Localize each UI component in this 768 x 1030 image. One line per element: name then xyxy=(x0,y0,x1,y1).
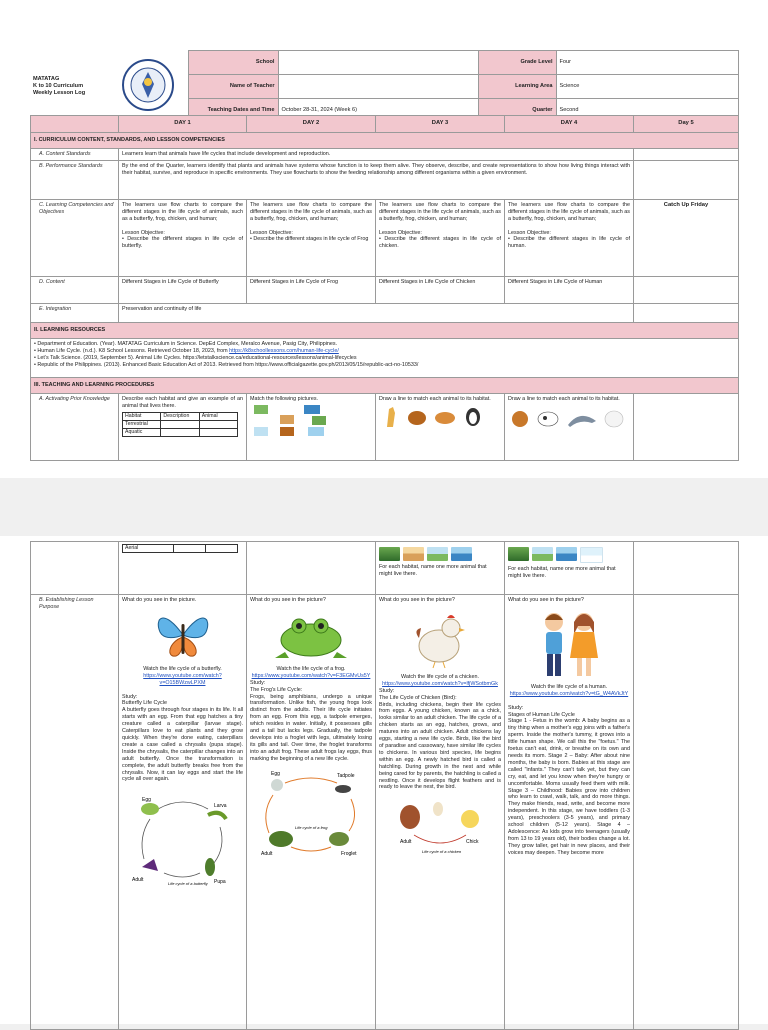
frog-icon xyxy=(271,608,351,662)
section-2-heading: II. LEARNING RESOURCES xyxy=(31,322,739,338)
competency-day-1: The learners use flow charts to compare the different stages in the life cycle of animals, such as a butterfly, frog, chicken, and human; Lesson Objective: • Describe the different stages in life cycle of butterfly. xyxy=(119,199,247,276)
habitat-thumbnails xyxy=(508,547,630,563)
dates-label: Teaching Dates and Time xyxy=(188,99,278,123)
school-value xyxy=(278,51,478,75)
stage-pupa: Pupa xyxy=(213,879,226,886)
stage-larva: Larva xyxy=(213,803,227,810)
matching-pictures-icon xyxy=(250,403,340,439)
lesson-log-table xyxy=(30,115,739,461)
integration-text: Preservation and continuity of life xyxy=(119,303,634,322)
content-day-2: Different Stages in Life Cycle of Frog xyxy=(247,276,376,303)
human-study-text: Stage 1 - Fetus in the womb: A baby begins as a tiny thing when a mother's egg joins with a father's sperm. Inside the mother's tummy, it grows into a little human shape. We call this the "foetus." The foetus can't eat, drink, or breathe on its own and needs its mom. Stage 2 – Baby: After about nine months, the baby is born. Babies at this stage are called "infants." They can't talk yet, but they can cry, eat, and let you know when they're hungry or uncomfortable. Moms usually feed them with milk. Stage 3 – Childhood: Babies grow into children who learn to crawl, walk, talk, and do more things. They make friends, read, write, and become more independent. In this stage, we have toddlers (1-3 years), preschoolers (3-5 years), and primary school children (5-12 years). Stage 4 – Adolescence: As kids grow into teenagers (usually from 13 to 19 years old), their bodies change a lot. They grow taller, get hair in new places, and their voices may deepen. They become more xyxy=(508,718,630,856)
content-standards-text: Learners learn that animals have life cycles that include development and reproduction. xyxy=(119,149,634,161)
ocean-habitat-icon xyxy=(451,547,472,561)
butterfly-study-text: A butterfly goes through four stages in its life. It all starts with an egg. From that egg hatches a tiny creature called a caterpillar (larvae stage). Caterpillars love to eat plants and they grow quickly. When they're done eating, caterpillars create a case called a chrysalis (pupa stage). Inside the chrysalis, the caterpillar changes into an adult butterfly. Once the transformation is complete, the adult butterfly breaks free from the chrysalis. Now, it can lay eggs and start the life cycle all over again. xyxy=(122,707,243,783)
animals-row-icon xyxy=(508,403,628,431)
establishing-day-3: What do you see in the picture? Watch the life cycle of a chicken. https://www.youtube.com/watch?v=lfjWSotbmGk Study: The Life Cycle of Chicken (Bird): Birds, including chickens, begin their life cycles from eggs. A young chicken, known as a chick, looks similar to an adult chicken. The life cycle of a chicken starts as an egg, hatches, grows, and matures into an adult chicken. Adult chickens lay eggs, starting a new life cycle. Birds, like the bird of paradise and cassowary, have similar life cycles to chickens. In various bird species, life begins within an egg. A newly hatched bird is called a hatchling. During growth in the nest and while being cared for by parents, the hatchling is called a nestling. Once it develops flight feathers and is ready to leave the nest, the bird. Adult Chick Life cycle of a chicken xyxy=(376,595,505,1030)
title-block xyxy=(30,51,108,123)
lesson-log-table-continued xyxy=(30,541,739,1030)
arctic-habitat-icon xyxy=(580,547,603,563)
resource-item: • Let’s Talk Science. (2019, September 5). Animal Life Cycles. https://letstalkscience.ca/educational-resources/lessons/animal-lifecycles xyxy=(34,354,357,361)
stage-adult: Adult xyxy=(131,877,143,884)
resource-item: • Department of Education. (Year). MATATAG Curriculum in Science. DepEd Complex, Meralco Avenue, Pasig City, Philippines. xyxy=(34,340,338,347)
activating-day-4: Draw a line to match each animal to its habitat. xyxy=(505,393,634,460)
establishing-day-4: What do you see in the picture? Watch the life cycle of a human. https://www.youtube.com/watch?v=tG_W4AVkJtY Study: Stages of Human Life Cycle Stage 1 - Fetus in the womb: A baby begins as a tiny thing when a mother's egg joins with a father's sperm. Inside the mother's tummy, it grows into a little human shape. We call this the "foetus." The foetus can't eat, drink, or breathe on its own and needs its mom. Stage 2 – Baby: After about nine months, the baby is born. Babies at this stage are called "infants." They can't talk yet, but they can cry, eat, and let you know when they're hungry or uncomfortable. Moms usually feed them with milk. Stage 3 – Childhood: Babies grow into children who learn to crawl, walk, talk, and do more things. They make friends, read, write, and become more independent. In this stage, we have toddlers (1-3 years), preschoolers (3-5 years), and primary school children (5-12 years). Stage 4 – Adolescence: As kids grow into teenagers (usually from 13 to 19 years old), their bodies change a lot. They grow taller, get hair in new places, and their voices may deepen. They become more xyxy=(505,595,634,1030)
establishing-label: B. Establishing Lesson Purpose xyxy=(31,595,119,1030)
stage-egg: Egg xyxy=(271,770,280,777)
integration-label: E. Integration xyxy=(31,303,119,322)
activating-day-1-cont xyxy=(119,542,247,595)
forest-habitat-icon xyxy=(379,547,400,561)
stage-egg: Egg xyxy=(141,797,151,804)
video-link[interactable]: https://www.youtube.com/watch?v=F3EGMvUs5Y xyxy=(251,672,371,679)
day-1-header: DAY 1 xyxy=(119,116,247,133)
svg-text:Life cycle of a chicken: Life cycle of a chicken xyxy=(422,849,462,855)
day-header-row xyxy=(31,116,739,133)
frog-study-text: Frogs, being amphibians, undergo a unique transformation. Unlike fish, the young frogs look distinct from the adults. Their life cycle initiates from an egg. From this egg, a tadpole emerges, which resides in water. Initially, it possesses gills and a tail but lacks legs. Gradually, the tadpole develops into a froglet with legs, ultimately losing its gills and tail. Over time, the froglet transforms into an adult frog. These adult frogs lay eggs, thus marking the beginning of a new life cycle. xyxy=(250,693,372,762)
activating-day-3: Draw a line to match each animal to its habitat. xyxy=(376,393,505,460)
chicken-life-cycle-diagram xyxy=(390,795,490,855)
section-3-heading: III. TEACHING AND LEARNING PROCEDURES xyxy=(31,377,739,393)
activating-day-2: Match the following pictures. xyxy=(247,393,376,460)
performance-standards-text: By the end of the Quarter, learners identify that plants and animals have systems whose function is to keep them alive. They observe, describe, and create representations to show how living things interact with their habitat, survive, and reproduce in specific environments. They use flowcharts to show the feeding relationship among different organisms within a given environment. xyxy=(119,160,634,199)
grade-value: Four xyxy=(556,51,738,75)
dates-value: October 28-31, 2024 (Week 6) xyxy=(278,99,478,123)
performance-standards-label: B. Performance Standards xyxy=(31,160,119,199)
ocean-habitat-icon xyxy=(556,547,577,561)
grassland-habitat-icon xyxy=(427,547,448,561)
frog-life-cycle-diagram xyxy=(255,767,367,859)
header-table xyxy=(30,50,739,123)
butterfly-life-cycle-diagram xyxy=(128,787,238,887)
resources-list xyxy=(31,338,739,377)
area-value: Science xyxy=(556,75,738,99)
activating-day-3-cont: For each habitat, name one more animal that might live there. xyxy=(376,542,505,595)
page-1 xyxy=(0,0,768,478)
page-2 xyxy=(0,536,768,1024)
video-link[interactable]: https://www.youtube.com/watch?v=O15BWzwLPXM xyxy=(143,672,222,686)
animals-row-icon xyxy=(379,403,499,429)
section-1-heading: I. CURRICULUM CONTENT, STANDARDS, AND LESSON COMPETENCIES xyxy=(31,133,739,149)
title-line-3: Weekly Lesson Log xyxy=(33,89,86,96)
competencies-label: C. Learning Competencies and Objectives xyxy=(31,199,119,276)
resource-item: • Human Life Cycle. (n.d.). K8 School Lessons. Retrieved October 18, 2023, from https://k8schoollessons.com/human-life-cycle/ xyxy=(34,347,339,354)
activating-label: A. Activating Prior Knowledge xyxy=(31,393,119,460)
activating-day-4-cont: For each habitat, name one more animal that might live there. xyxy=(505,542,634,595)
stage-chick: Chick xyxy=(466,839,479,846)
teacher-value xyxy=(278,75,478,99)
svg-text:Life cycle of a butterfly: Life cycle of a butterfly xyxy=(167,881,208,887)
area-label: Learning Area xyxy=(478,75,556,99)
quarter-value: Second xyxy=(556,99,738,123)
desert-habitat-icon xyxy=(403,547,424,561)
competency-day-4: The learners use flow charts to compare the different stages in the life cycle of animals, such as a butterfly, frog, chicken, and human; Lesson Objective: • Describe the different stages in life cycle of human. xyxy=(505,199,634,276)
establishing-day-1: What do you see in the picture. Watch the life cycle of a butterfly. https://www.youtube.com/watch?v=O15BWzwLPXM Study: Butterfly Life Cycle A butterfly goes through four stages in its life. It all starts with an egg. From that egg hatches a tiny creature called a caterpillar (larvae stage). Caterpillars love to eat plants and they grow quickly. When they're done eating, caterpillars create a case called a chrysalis (pupa stage). Inside the chrysalis, the caterpillar changes into an adult butterfly. Once the transformation is complete, the adult butterfly breaks free from the chrysalis. Now, it can lay eggs and start the life cycle all over again. Egg Larva Pupa Adult Life cycle of a butterfly xyxy=(119,595,247,1030)
competency-day-3: The learners use flow charts to compare the different stages in the life cycle of animals, such as a butterfly, frog, chicken, and human; Lesson Objective: • Describe the different stages in life cycle of chicken. xyxy=(376,199,505,276)
forest-habitat-icon xyxy=(508,547,529,561)
title-line-2: K to 10 Curriculum xyxy=(33,83,84,90)
deped-seal-icon xyxy=(121,58,175,112)
resource-link[interactable]: https://k8schoollessons.com/human-life-cycle/ xyxy=(229,347,339,354)
grassland-habitat-icon xyxy=(532,547,553,561)
grade-label: Grade Level xyxy=(478,51,556,75)
stage-froglet: Froglet xyxy=(341,850,357,857)
stage-tadpole: Tadpole xyxy=(337,772,355,779)
day-4-header: DAY 4 xyxy=(505,116,634,133)
content-day-1: Different Stages in Life Cycle of Butterfly xyxy=(119,276,247,303)
seal-cell xyxy=(108,51,188,123)
aerial-cell: Aerial xyxy=(123,545,174,553)
content-day-4: Different Stages in Life Cycle of Human xyxy=(505,276,634,303)
video-link[interactable]: https://www.youtube.com/watch?v=tG_W4AVkJtY xyxy=(509,690,629,697)
resource-item: • Republic of the Philippines. (2013). Enhanced Basic Education Act of 2013. Retrieved from https://www.officialgazette.gov.ph/2013/05/15/republic-act-no-10533/ xyxy=(34,361,419,368)
day-3-header: DAY 3 xyxy=(376,116,505,133)
habitat-table: Habitat Description Animal Terrestrial Aquatic xyxy=(122,412,238,437)
competency-day-2: The learners use flow charts to compare the different stages in the life cycle of animals, such as a butterfly, frog, chicken, and human; Lesson Objective: • Describe the different stages in life cycle of Frog xyxy=(247,199,376,276)
day-2-header: DAY 2 xyxy=(247,116,376,133)
teacher-label: Name of Teacher xyxy=(188,75,278,99)
activating-day-1: Describe each habitat and give an example of an animal that lives there. Habitat Description Animal Terrestrial Aquatic xyxy=(119,393,247,460)
day-5-header: Day 5 xyxy=(634,116,739,133)
establishing-day-2: What do you see in the picture? Watch the life cycle of a frog. https://www.youtube.com/watch?v=F3EGMvUs5Y Study: The Frog's Life Cycle: Frogs, being amphibians, undergo a unique transformation. Unlike fish, the young frogs look distinct from the adults. Their life cycle initiates from an egg. From this egg, a tadpole emerges, which resides in water. Initially, it possesses gills and a tail but lacks legs. Gradually, the tadpole develops into a froglet with legs, ultimately losing its gills and tail. Over time, the froglet transforms into an adult frog. These adult frogs lay eggs, thus marking the beginning of a new life cycle. Egg Tadpole Froglet Adult Life cycle of a frog xyxy=(247,595,376,1030)
butterfly-icon xyxy=(154,608,212,662)
stage-adult: Adult xyxy=(261,850,273,857)
svg-text:Life cycle of a frog: Life cycle of a frog xyxy=(295,824,328,830)
stage-adult: Adult xyxy=(400,839,412,846)
children-icon xyxy=(534,608,604,680)
content-label: D. Content xyxy=(31,276,119,303)
title-line-1: MATATAG xyxy=(33,76,60,83)
habitat-thumbnails xyxy=(379,547,501,561)
school-label: School xyxy=(188,51,278,75)
content-day-3: Different Stages in Life Cycle of Chicken xyxy=(376,276,505,303)
catch-up-friday: Catch Up Friday xyxy=(634,199,739,276)
quarter-label: Quarter xyxy=(478,99,556,123)
hen-icon xyxy=(409,608,471,670)
chicken-study-text: Birds, including chickens, begin their life cycles from eggs. A young chicken, known as a chick, looks similar to an adult chicken. The life cycle of a chicken starts as an egg, hatches, grows, and matures into an adult chicken. Adult chickens lay eggs, starting a new life cycle. Birds, like the bird of paradise and cassowary, have similar life cycles to chickens. In various bird species, life begins within an egg. A newly hatched bird is called a hatchling. During growth in the nest and while being cared for by parents, the hatchling is called a nestling. Once it develops flight feathers and is ready to leave the nest, the bird. xyxy=(379,701,501,791)
content-standards-label: A. Content Standards xyxy=(31,149,119,161)
video-link[interactable]: https://www.youtube.com/watch?v=lfjWSotbmGk xyxy=(382,680,498,687)
